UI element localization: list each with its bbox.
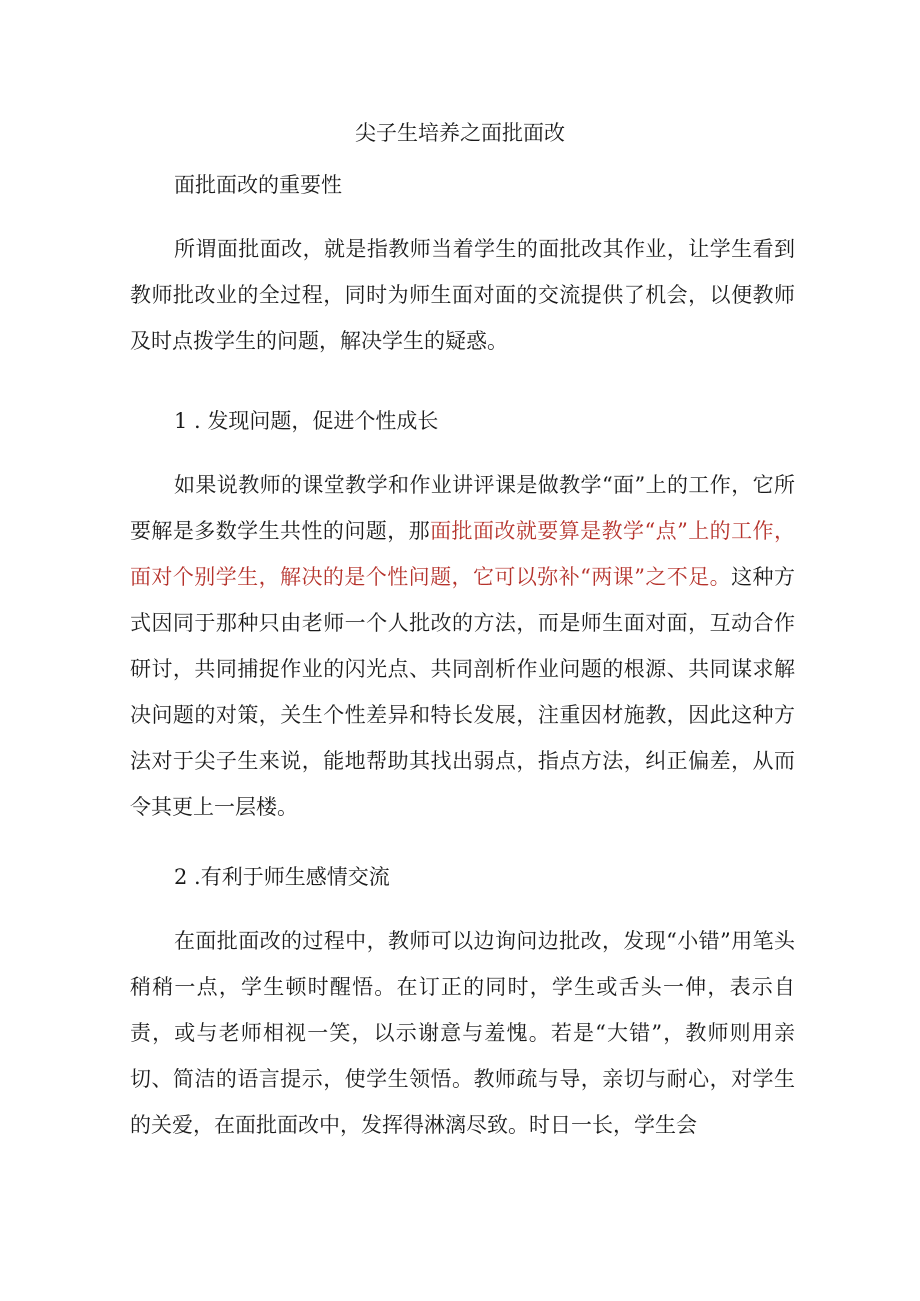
point-2-paragraph: 在面批面改的过程中，教师可以边询问边批改，发现“小错”用笔头稍稍一点，学生顿时醒悟。在订正的同时，学生或舌头一伸，表示自责，或与老师相视一笑，以示谢意与羞愧。若是“大错”，教师则用亲切、简洁的语言提示，使学生领悟。教师疏与导，亲切与耐心，对学生的关爱，在面批面改中，发挥得淋漓尽致。时日一长，学生会: [130, 929, 795, 1137]
point-1-heading: 1 . 发现问题，促进个性成长: [174, 409, 439, 433]
section-heading: 面批面改的重要性: [174, 173, 342, 197]
point-1-text-part1: 如果说教师的课堂教学和作业讲评课是做教学“面”上的工作，它所要解是多数学生共性的问题，那: [130, 473, 795, 543]
point-2-heading: 2 .有利于师生感情交流: [174, 865, 390, 889]
intro-paragraph: 所谓面批面改，就是指教师当着学生的面批改其作业，让学生看到教师批改业的全过程，同时为师生面对面的交流提供了机会，以便教师及时点拨学生的问题，解决学生的疑惑。: [130, 237, 795, 353]
document-title: 尖子生培养之面批面改: [355, 121, 565, 145]
point-1-paragraph: [130, 462, 795, 830]
point-1-text-part2: 这种方式因同于那种只由老师一个人批改的方法，而是师生面对面，互动合作研讨，共同捕捉作业的闪光点、共同剖析作业问题的根源、共同谋求解决问题的对策，关生个性差异和特长发展，注重因材施教，因此这种方法对于尖子生来说，能地帮助其找出弱点，指点方法，纠正偏差，从而令其更上一层楼。: [130, 565, 795, 819]
point-1-highlight-text: 面批面改就要算是教学“点”上的工作，面对个别学生，解决的是个性问题，它可以弥补“两课”之不足。: [130, 519, 795, 589]
